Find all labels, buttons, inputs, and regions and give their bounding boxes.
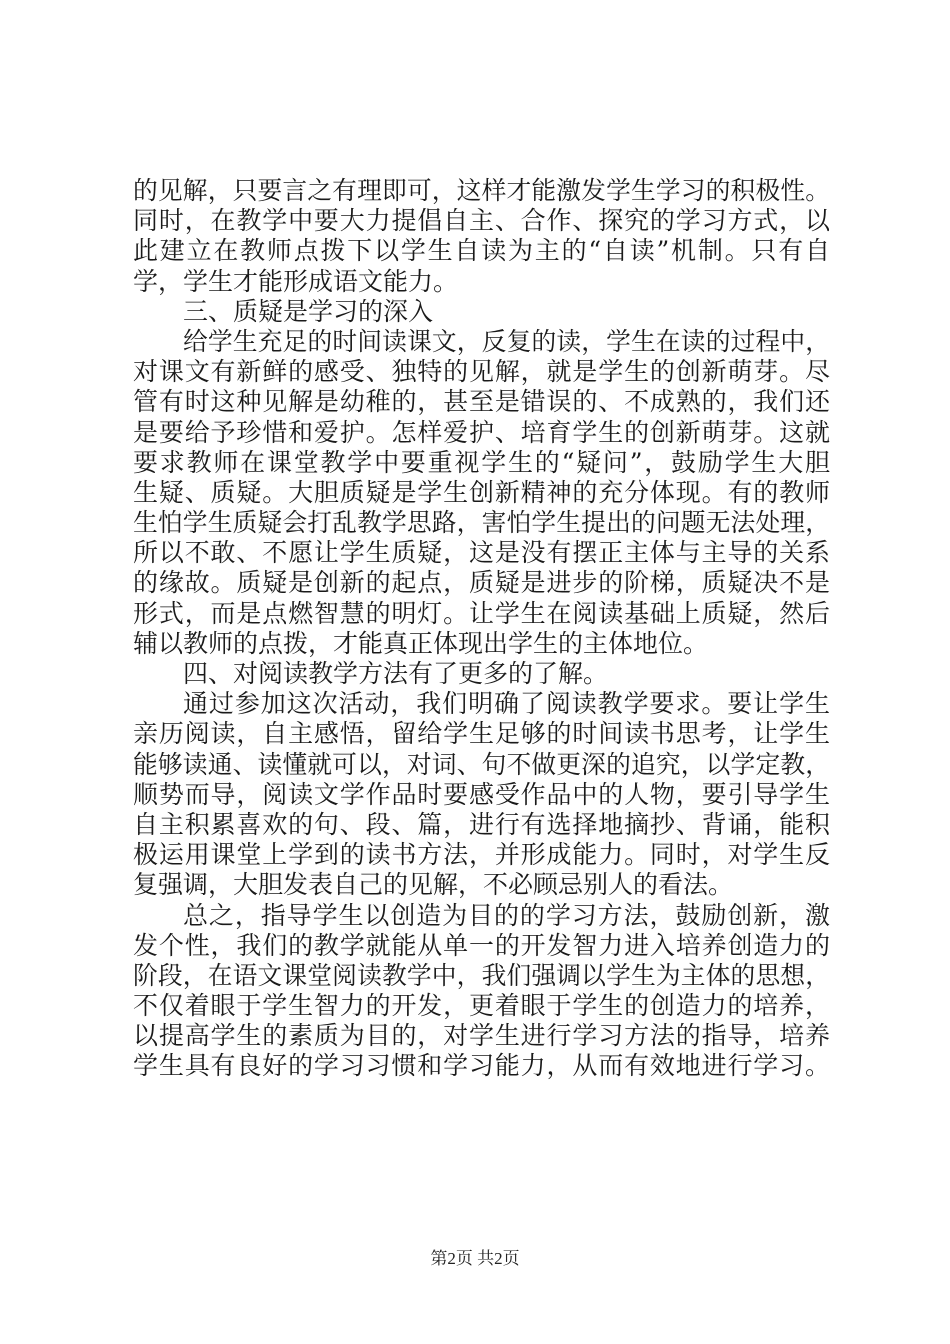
text-line: 要求教师在课堂教学中要重视学生的“疑问”，鼓励学生大胆 bbox=[133, 447, 830, 477]
text-line: 的缘故。质疑是创新的起点，质疑是进步的阶梯，质疑决不是 bbox=[133, 568, 830, 598]
text-line: 亲历阅读，自主感悟，留给学生足够的时间读书思考，让学生 bbox=[133, 719, 830, 749]
section-heading: 四、对阅读教学方法有了更多的了解。 bbox=[183, 659, 609, 688]
text-line: 生疑、质疑。大胆质疑是学生创新精神的充分体现。有的教师 bbox=[133, 477, 830, 507]
page-footer: 第2页 共2页 bbox=[430, 1249, 520, 1268]
text-line: 学，学生才能形成语文能力。 bbox=[133, 266, 459, 296]
text-line: 是要给予珍惜和爱护。怎样爱护、培育学生的创新萌芽。这就 bbox=[133, 417, 830, 447]
text-line: 以提高学生的素质为目的，对学生进行学习方法的指导，培养 bbox=[133, 1021, 830, 1051]
text-line: 极运用课堂上学到的读书方法，并形成能力。同时，对学生反 bbox=[133, 840, 830, 870]
text-line: 通过参加这次活动，我们明确了阅读教学要求。要让学生 bbox=[183, 689, 830, 719]
text-line: 形式，而是点燃智慧的明灯。让学生在阅读基础上质疑，然后 bbox=[133, 598, 830, 628]
text-line: 生怕学生质疑会打乱教学思路，害怕学生提出的问题无法处理， bbox=[133, 508, 830, 538]
text-line: 学生具有良好的学习习惯和学习能力，从而有效地进行学习。 bbox=[133, 1051, 830, 1081]
text-line: 给学生充足的时间读课文，反复的读，学生在读的过程中， bbox=[183, 326, 830, 356]
body-text bbox=[133, 176, 830, 1082]
text-line: 总之，指导学生以创造为目的的学习方法，鼓励创新，激 bbox=[183, 900, 830, 930]
text-line: 不仅着眼于学生智力的开发，更着眼于学生的创造力的培养， bbox=[133, 991, 830, 1021]
text-line: 辅以教师的点拨，才能真正体现出学生的主体地位。 bbox=[133, 628, 709, 658]
text-line: 发个性，我们的教学就能从单一的开发智力进入培养创造力的 bbox=[133, 930, 830, 960]
text-line: 所以不敢、不愿让学生质疑，这是没有摆正主体与主导的关系 bbox=[133, 538, 830, 568]
text-line: 复强调，大胆发表自己的见解，不必顾忌别人的看法。 bbox=[133, 870, 734, 900]
text-line: 同时，在教学中要大力提倡自主、合作、探究的学习方式，以 bbox=[133, 206, 830, 236]
text-line: 阶段，在语文课堂阅读教学中，我们强调以学生为主体的思想， bbox=[133, 960, 830, 990]
section-heading: 三、质疑是学习的深入 bbox=[183, 296, 434, 326]
text-line: 顺势而导，阅读文学作品时要感受作品中的人物，要引导学生 bbox=[133, 779, 830, 809]
text-line: 对课文有新鲜的感受、独特的见解，就是学生的创新萌芽。尽 bbox=[133, 357, 830, 387]
text-line: 管有时这种见解是幼稚的，甚至是错误的、不成熟的，我们还 bbox=[133, 387, 830, 417]
text-line: 的见解，只要言之有理即可，这样才能激发学生学习的积极性。 bbox=[133, 176, 830, 205]
text-line: 能够读通、读懂就可以，对词、句不做更深的追究，以学定教， bbox=[133, 749, 830, 779]
text-line: 此建立在教师点拨下以学生自读为主的“自读”机制。只有自 bbox=[133, 236, 830, 266]
text-line: 自主积累喜欢的句、段、篇，进行有选择地摘抄、背诵，能积 bbox=[133, 809, 830, 839]
